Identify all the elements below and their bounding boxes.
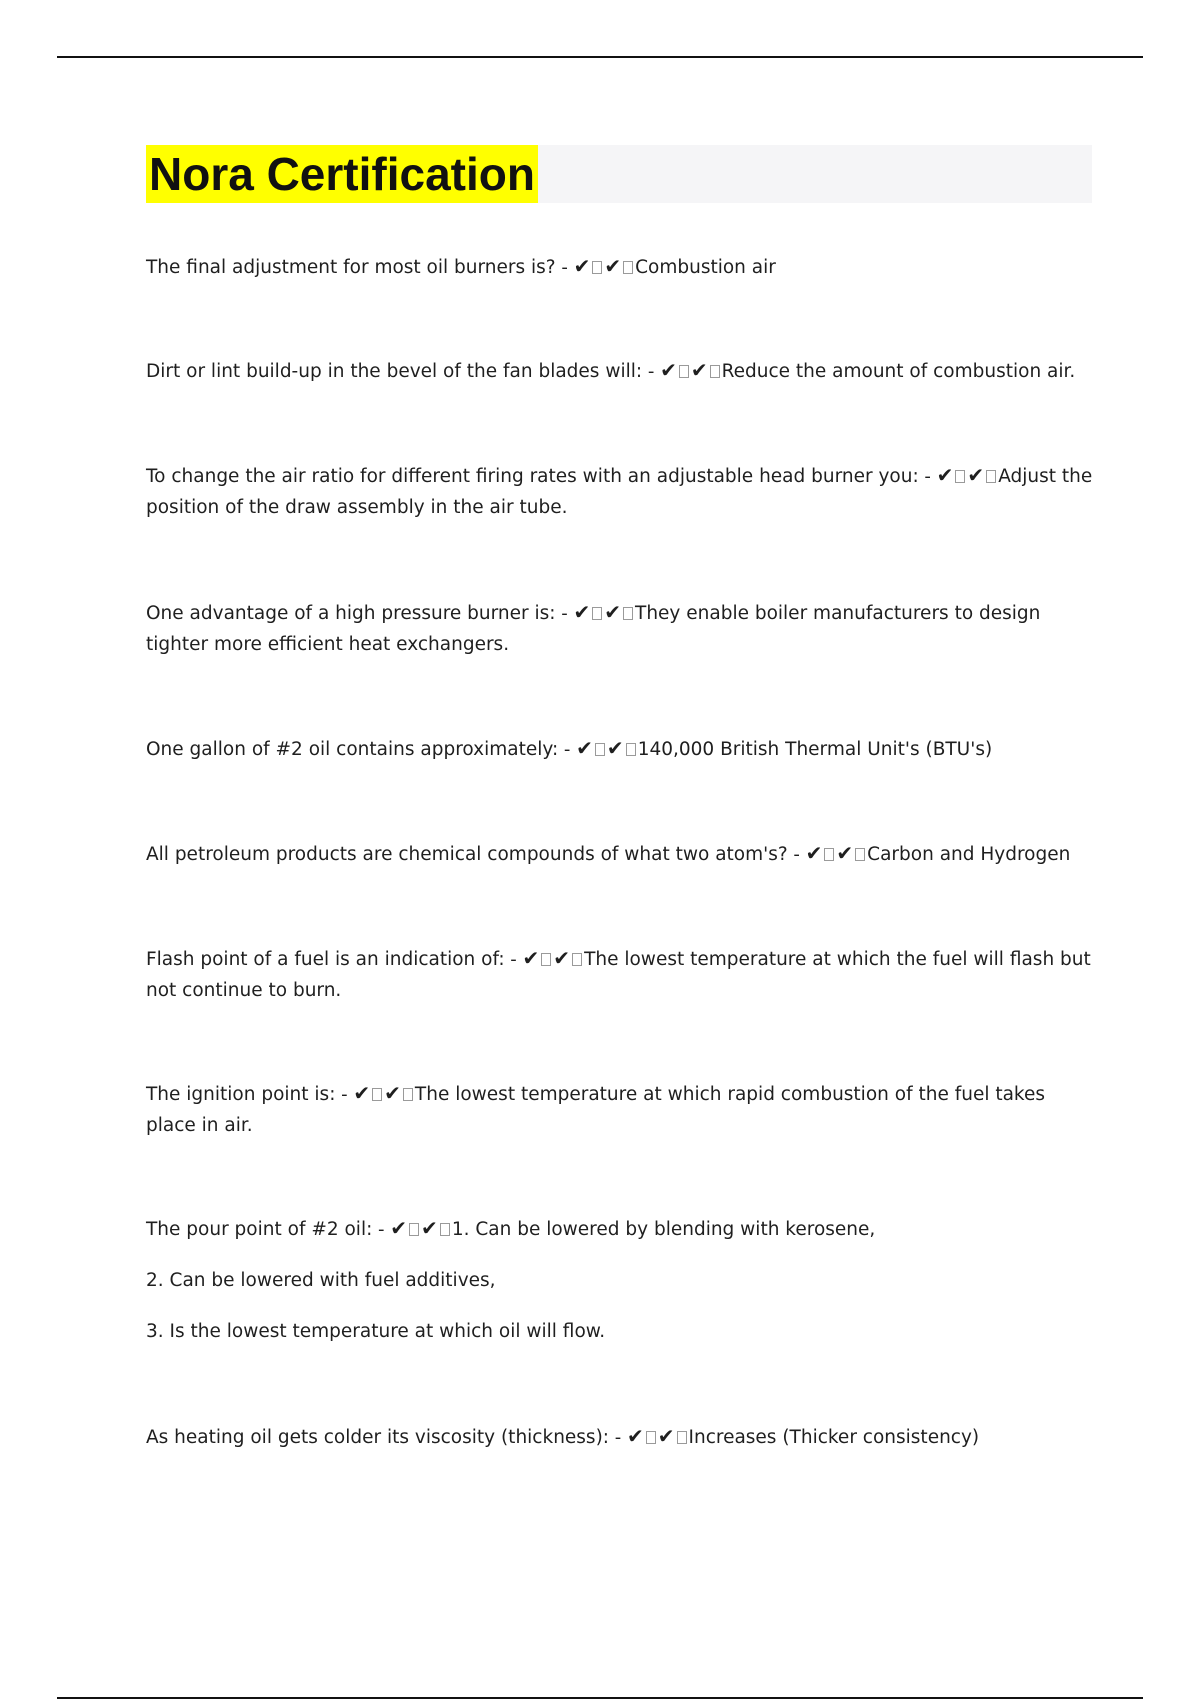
checkmark-icon: ✔ bbox=[657, 1424, 675, 1448]
missing-glyph-box-icon bbox=[409, 1223, 419, 1236]
missing-glyph-box-icon bbox=[646, 1431, 656, 1444]
qa-first-line bbox=[146, 733, 1096, 765]
question-separator: - bbox=[555, 603, 574, 624]
question-text: Dirt or lint build-up in the bevel of the fan blades will: bbox=[146, 361, 643, 382]
missing-glyph-box-icon bbox=[623, 607, 633, 620]
qa-first-line bbox=[146, 355, 1096, 387]
question-text: To change the air ratio for different firing rates with an adjustable head burner you: bbox=[146, 466, 919, 487]
answer-text: 3. Is the lowest temperature at which oil will flow. bbox=[146, 1321, 606, 1342]
missing-glyph-box-icon bbox=[986, 470, 996, 483]
checkmark-icon: ✔ bbox=[384, 1081, 401, 1105]
qa-item bbox=[146, 460, 1096, 523]
missing-glyph-box-icon bbox=[592, 261, 602, 274]
question-separator: - bbox=[555, 257, 574, 278]
missing-glyph-box-icon bbox=[595, 743, 605, 756]
answer-line bbox=[146, 1265, 1096, 1296]
checkmark-icon: ✔ bbox=[353, 1081, 371, 1105]
question-separator: - bbox=[335, 1084, 354, 1105]
answer-text: 1. Can be lowered by blending with kerosene, bbox=[451, 1219, 876, 1240]
checkmark-icon: ✔ bbox=[836, 841, 854, 865]
missing-glyph-box-icon bbox=[679, 365, 689, 378]
checkmark-icon: ✔ bbox=[573, 254, 591, 278]
checkmark-icon: ✔ bbox=[936, 463, 954, 487]
question-separator: - bbox=[642, 361, 661, 382]
qa-first-line bbox=[146, 1421, 1096, 1453]
answer-line bbox=[146, 1316, 1096, 1347]
qa-first-line bbox=[146, 1213, 1096, 1245]
answer-text: 2. Can be lowered with fuel additives, bbox=[146, 1270, 496, 1291]
question-separator: - bbox=[504, 949, 523, 970]
missing-glyph-box-icon bbox=[623, 261, 633, 274]
missing-glyph-box-icon bbox=[372, 1088, 382, 1101]
missing-glyph-box-icon bbox=[403, 1088, 413, 1101]
question-text: The final adjustment for most oil burners is? bbox=[146, 257, 556, 278]
qa-first-line bbox=[146, 838, 1096, 870]
answer-text: Combustion air bbox=[635, 257, 776, 278]
checkmark-icon: ✔ bbox=[421, 1216, 438, 1240]
missing-glyph-box-icon bbox=[541, 953, 551, 966]
checkmark-icon: ✔ bbox=[626, 1424, 644, 1448]
qa-first-line bbox=[146, 460, 1096, 523]
missing-glyph-box-icon bbox=[592, 607, 602, 620]
top-rule bbox=[57, 56, 1143, 58]
answer-text: The lowest temperature at which the fuel will flash but not continue to burn. bbox=[146, 949, 1091, 1001]
question-text: As heating oil gets colder its viscosity (thickness): bbox=[146, 1427, 610, 1448]
checkmark-icon: ✔ bbox=[573, 600, 591, 624]
checkmark-icon: ✔ bbox=[576, 736, 593, 760]
answer-text: The lowest temperature at which rapid combustion of the fuel takes place in air. bbox=[146, 1084, 1046, 1136]
checkmark-icon: ✔ bbox=[606, 736, 624, 760]
checkmark-icon: ✔ bbox=[522, 946, 540, 970]
question-separator: - bbox=[372, 1219, 391, 1240]
answer-text: Reduce the amount of combustion air. bbox=[721, 361, 1076, 382]
question-separator: - bbox=[787, 844, 806, 865]
question-text: All petroleum products are chemical compounds of what two atom's? bbox=[146, 844, 788, 865]
question-separator: - bbox=[918, 466, 937, 487]
missing-glyph-box-icon bbox=[626, 743, 636, 756]
question-text: The ignition point is: bbox=[146, 1084, 336, 1105]
qa-item bbox=[146, 733, 1096, 765]
missing-glyph-box-icon bbox=[710, 365, 720, 378]
qa-item bbox=[146, 251, 1096, 283]
answer-text: 140,000 British Thermal Unit's (BTU's) bbox=[637, 739, 993, 760]
qa-first-line bbox=[146, 943, 1096, 1006]
qa-first-line bbox=[146, 251, 1096, 283]
question-text: One advantage of a high pressure burner is: bbox=[146, 603, 556, 624]
qa-item bbox=[146, 597, 1096, 660]
question-separator: - bbox=[609, 1427, 627, 1448]
qa-first-line bbox=[146, 597, 1096, 660]
qa-item bbox=[146, 1421, 1096, 1453]
qa-item bbox=[146, 1078, 1096, 1141]
missing-glyph-box-icon bbox=[677, 1431, 687, 1444]
answer-text: They enable boiler manufacturers to design tighter more efficient heat exchangers. bbox=[146, 603, 1041, 655]
qa-item bbox=[146, 838, 1096, 870]
answer-text: Adjust the position of the draw assembly in the air tube. bbox=[146, 466, 1093, 518]
missing-glyph-box-icon bbox=[572, 953, 582, 966]
checkmark-icon: ✔ bbox=[805, 841, 823, 865]
question-text: One gallon of #2 oil contains approximately: bbox=[146, 739, 559, 760]
qa-item bbox=[146, 355, 1096, 387]
question-text: The pour point of #2 oil: bbox=[146, 1219, 373, 1240]
question-separator: - bbox=[558, 739, 577, 760]
missing-glyph-box-icon bbox=[824, 848, 834, 861]
page-title: Nora Certification bbox=[146, 145, 538, 203]
checkmark-icon: ✔ bbox=[967, 463, 985, 487]
checkmark-icon: ✔ bbox=[660, 358, 677, 382]
checkmark-icon: ✔ bbox=[390, 1216, 408, 1240]
question-text: Flash point of a fuel is an indication of: bbox=[146, 949, 505, 970]
bottom-rule bbox=[57, 1697, 1143, 1699]
checkmark-icon: ✔ bbox=[604, 600, 622, 624]
answer-text: Increases (Thicker consistency) bbox=[688, 1427, 980, 1448]
missing-glyph-box-icon bbox=[440, 1223, 450, 1236]
qa-item bbox=[146, 943, 1096, 1006]
qa-item bbox=[146, 1213, 1096, 1347]
checkmark-icon: ✔ bbox=[553, 946, 571, 970]
missing-glyph-box-icon bbox=[955, 470, 965, 483]
missing-glyph-box-icon bbox=[855, 848, 865, 861]
qa-first-line bbox=[146, 1078, 1096, 1141]
checkmark-icon: ✔ bbox=[604, 254, 622, 278]
answer-text: Carbon and Hydrogen bbox=[867, 844, 1071, 865]
checkmark-icon: ✔ bbox=[690, 358, 708, 382]
